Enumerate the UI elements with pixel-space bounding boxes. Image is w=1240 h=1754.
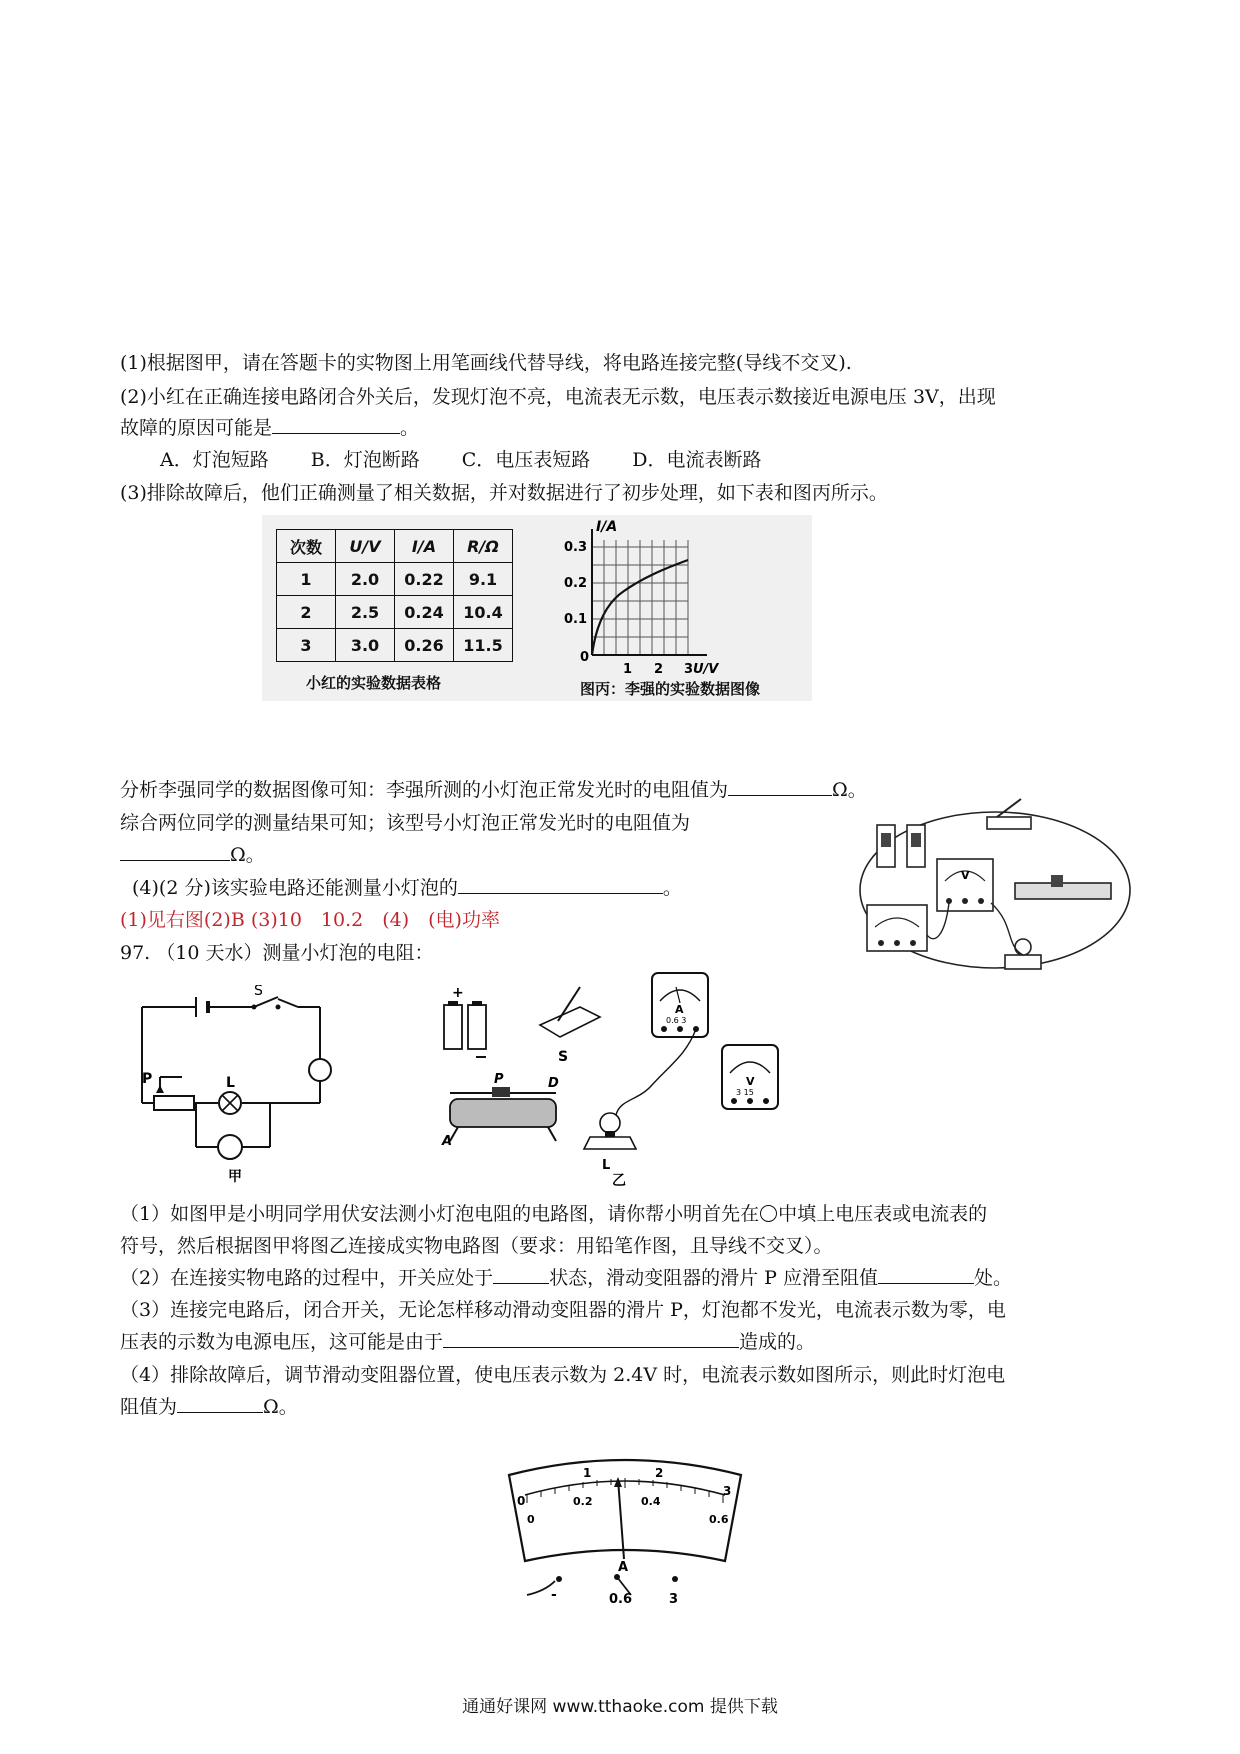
ammeter-icon [867, 905, 927, 951]
terminal-d-label: D [548, 1076, 559, 1091]
voltmeter-scale: 3 15 [736, 1088, 754, 1097]
option-a: A．灯泡短路 [160, 449, 269, 471]
step1-text-b: 中填上电压表或电流表的 [778, 1203, 988, 1225]
graph-caption: 图丙：李强的实验数据图像 [580, 680, 761, 698]
ammeter-icon [652, 973, 708, 1037]
q97-step3-line2 [120, 1329, 815, 1355]
iu-graph [562, 515, 802, 701]
dial-bottom-tick: 0.4 [641, 1495, 661, 1508]
part4-end: 。 [662, 877, 682, 899]
answer-blank-resistance-combined[interactable] [120, 842, 230, 861]
step4-text: 阻值为 [120, 1396, 178, 1418]
terminal-negative: - [551, 1587, 557, 1603]
table-cell: 2 [277, 596, 336, 629]
option-c: C．电压表短路 [461, 449, 591, 471]
analysis2-unit: Ω。 [230, 844, 265, 866]
step3-end: 造成的。 [739, 1331, 816, 1353]
table-header: U/V [336, 530, 395, 563]
q96-part2-end: 。 [400, 417, 420, 439]
meter-symbol-circle-icon [760, 1205, 777, 1222]
q97-step1-line1 [120, 1201, 987, 1227]
table-cell: 10.4 [454, 596, 513, 629]
rheostat-icon [1015, 875, 1111, 899]
lamp-icon [1005, 939, 1041, 969]
answer-physical-circuit-figure [845, 795, 1135, 985]
switch-label: S [254, 985, 263, 999]
dial-bottom-tick: 0.6 [709, 1513, 729, 1526]
table-cell: 0.26 [395, 629, 454, 662]
origin-label: 0 [580, 650, 590, 665]
table-header: 次数 [277, 530, 336, 563]
answer-blank-lamp-resistance[interactable] [177, 1394, 263, 1413]
option-d: D．电流表断路 [632, 449, 762, 471]
q97-step4-line2 [120, 1394, 298, 1420]
step4-unit: Ω。 [263, 1396, 298, 1418]
q97-title: 97. （10 天水）测量小灯泡的电阻： [120, 942, 434, 964]
step3-text: 压表的示数为电源电压，这可能是由于 [120, 1331, 444, 1353]
analysis1-unit: Ω。 [832, 779, 867, 801]
lamp-icon [219, 1092, 241, 1114]
q97-step1-line2: 符号，然后根据图甲将图乙连接成实物电路图（要求：用铅笔作图，且导线不交叉）。 [120, 1235, 833, 1257]
answer-blank-resistance-liqiang[interactable] [728, 777, 832, 796]
x-tick: 3 [684, 662, 694, 677]
step2-text-c: 处。 [973, 1267, 1012, 1289]
table-cell: 0.22 [395, 563, 454, 596]
x-axis-label: U/V [693, 662, 719, 677]
rheostat-icon [450, 1087, 556, 1141]
option-b: B．灯泡断路 [310, 449, 420, 471]
answer-blank-fault[interactable] [272, 415, 400, 434]
terminal-a-label: A [442, 1134, 453, 1149]
lamp-icon [584, 1113, 636, 1149]
q96-analysis2: 综合两位同学的测量结果可知；该型号小灯泡正常发光时的电阻值为 [120, 812, 691, 834]
figure-table-and-graph [262, 515, 812, 701]
part4-text: (4)(2 分)该实验电路还能测量小灯泡的 [132, 877, 458, 899]
analysis1-text: 分析李强同学的数据图像可知：李强所测的小灯泡正常发光时的电阻值为 [120, 779, 729, 801]
table-cell: 3.0 [336, 629, 395, 662]
answer-blank-switch-state[interactable] [493, 1265, 549, 1284]
figure-caption-jia: 甲 [228, 1169, 242, 1185]
table-header-row [277, 530, 513, 563]
voltmeter-icon [937, 859, 993, 911]
step2-text-b: 状态，滑动变阻器的滑片 P 应滑至阻值 [549, 1267, 878, 1289]
table-cell: 3 [277, 629, 336, 662]
data-table [276, 529, 513, 662]
step2-text-a: （2）在连接实物电路的过程中，开关应处于 [120, 1267, 494, 1289]
table-cell: 1 [277, 563, 336, 596]
rheostat-label: P [142, 1071, 153, 1087]
q96-part2-line2 [120, 415, 419, 441]
dial-top-tick: 3 [723, 1484, 732, 1498]
y-axis-label: I/A [596, 519, 618, 535]
q97-step3-line1: （3）连接完电路后，闭合开关，无论怎样移动滑动变阻器的滑片 P，灯泡都不发光，电流表示数为零，电 [120, 1299, 1006, 1321]
q96-part1: (1)根据图甲，请在答题卡的实物图上用笔画线代替导线，将电路连接完整(导线不交叉). [120, 352, 852, 374]
table-row [277, 563, 513, 596]
physical-components-yi [430, 965, 810, 1190]
voltmeter-letter: V [746, 1075, 755, 1088]
battery-icon [444, 985, 486, 1057]
dial-top-tick: 0 [517, 1494, 526, 1508]
answer-blank-resistance-position[interactable] [878, 1265, 974, 1284]
q97-step4-line1: （4）排除故障后，调节滑动变阻器位置，使电压表示数为 2.4V 时，电流表示数如图所示，则此时灯泡电 [120, 1364, 1006, 1386]
svg-text:V: V [961, 869, 970, 882]
dial-bottom-tick: 0.2 [573, 1495, 593, 1508]
q96-part2-line1: (2)小红在正确连接电路闭合外关后，发现灯泡不亮，电流表无示数，电压表示数接近电源电压 3V，出现 [120, 386, 996, 408]
y-tick: 0.3 [564, 540, 588, 555]
slider-label: P [494, 1072, 504, 1087]
table-caption: 小红的实验数据表格 [306, 674, 442, 692]
table-row [277, 596, 513, 629]
q96-part3: (3)排除故障后，他们正确测量了相关数据，并对数据进行了初步处理，如下表和图丙所示。 [120, 482, 888, 504]
battery-icon [877, 825, 925, 867]
figure-caption-yi: 乙 [612, 1173, 626, 1189]
meter-circle-blank[interactable] [309, 1059, 331, 1081]
footer-source: 通通好课网 www.tthaoke.com 提供下载 [462, 1697, 778, 1717]
dial-top-tick: 2 [655, 1466, 664, 1480]
meter-circle-blank[interactable] [218, 1135, 242, 1159]
circuit-diagram-jia [130, 985, 345, 1185]
q96-part4 [132, 875, 682, 901]
dial-bottom-tick: 0 [527, 1513, 535, 1526]
answer-blank-fault-cause[interactable] [443, 1329, 739, 1348]
rheostat-icon [154, 1096, 194, 1110]
step1-text-a: （1）如图甲是小明同学用伏安法测小灯泡电阻的电路图，请你帮小明首先在 [120, 1203, 760, 1225]
battery-icon [196, 997, 208, 1017]
dial-top-tick: 1 [583, 1466, 592, 1480]
terminal-0-6: 0.6 [609, 1592, 633, 1605]
table-header: I/A [395, 530, 454, 563]
table-row [277, 629, 513, 662]
lamp-label: L [226, 1075, 235, 1091]
table-cell: 0.24 [395, 596, 454, 629]
q96-options [160, 447, 761, 473]
terminal-3: 3 [669, 1592, 679, 1605]
table-cell: 11.5 [454, 629, 513, 662]
table-cell: 2.0 [336, 563, 395, 596]
ammeter-scale: 0.6 3 [666, 1016, 687, 1025]
switch-label: S [558, 1049, 569, 1065]
lamp-label: L [602, 1158, 611, 1173]
q97-step2 [120, 1265, 1012, 1291]
answer-blank-power[interactable] [458, 875, 663, 894]
x-tick: 2 [654, 662, 664, 677]
q96-analysis2b [120, 842, 265, 868]
q96-analysis1 [120, 777, 867, 803]
dial-unit-label: A [618, 1560, 629, 1575]
x-tick: 1 [623, 662, 633, 677]
switch-icon [540, 987, 600, 1037]
q96-part2-text: 故障的原因可能是 [120, 417, 273, 439]
table-cell: 2.5 [336, 596, 395, 629]
q96-answer: (1)见右图(2)B (3)10 10.2 (4) (电)功率 [120, 909, 500, 931]
table-cell: 9.1 [454, 563, 513, 596]
y-tick: 0.2 [564, 576, 588, 591]
ammeter-letter: A [675, 1003, 684, 1016]
ammeter-dial-figure [505, 1455, 745, 1605]
svg-text:+: + [452, 985, 464, 1001]
voltmeter-icon [722, 1045, 778, 1109]
table-header: R/Ω [454, 530, 513, 563]
y-tick: 0.1 [564, 612, 588, 627]
